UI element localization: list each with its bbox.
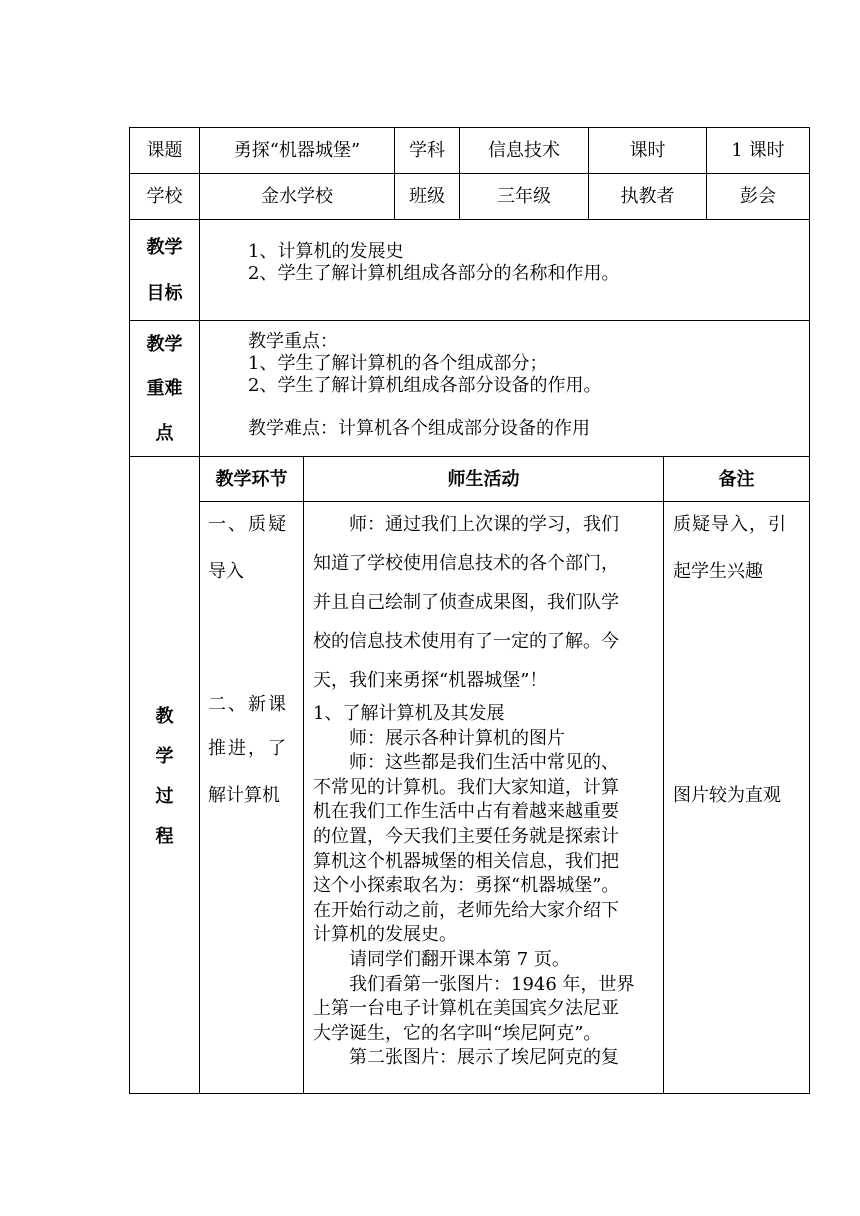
stage2-line2 (208, 738, 288, 760)
rule-process-col2 (303, 456, 304, 1094)
activity-intro (313, 505, 619, 700)
keypoints-label-line2: 重难 (146, 378, 183, 399)
keypoint-item: 2、学生了解计算机组成各部分设备的作用。 (248, 375, 602, 396)
teacher-label: 执教者 (620, 186, 675, 207)
rule-row4 (129, 456, 810, 457)
stage1-line2: 导入 (208, 561, 244, 582)
keypoints-heading: 教学重点： (248, 331, 338, 352)
activity-line: 算机这个机器城堡的相关信息，我们把 (313, 850, 619, 872)
goal-item: 1、计算机的发展史 (248, 241, 404, 262)
hours-label: 课时 (629, 140, 666, 161)
rule-row2 (129, 219, 810, 220)
activity-line: 计算机的发展史。 (313, 924, 457, 946)
topic-value: 勇探“机器城堡” (233, 140, 361, 161)
activity-line: 的位置，今天我们主要任务就是探索计 (313, 825, 619, 847)
activity-line: 我们看第一张图片：1946 年，世界 (313, 973, 635, 995)
keypoints-list (248, 331, 601, 397)
rule-bottom (129, 1093, 810, 1094)
activity-line: 这个小探索取名为：勇探“机器城堡”。 (313, 875, 620, 897)
keypoint-item: 1、学生了解计算机的各个组成部分； (248, 353, 548, 374)
goals-label-line2: 目标 (146, 283, 183, 304)
rule-row3 (129, 320, 810, 321)
subject-value: 信息技术 (488, 140, 560, 161)
column-header-activity: 师生活动 (447, 469, 520, 490)
goals-label-line1: 教学 (146, 237, 183, 258)
column-header-notes: 备注 (718, 469, 755, 490)
activity-line: 请同学们翻开课本第 7 页。 (313, 948, 570, 970)
activity-line: 校的信息技术使用有了一定的了解。今 (313, 631, 619, 652)
stage2-text: 二、新课 (208, 694, 288, 715)
stage1-text: 一、质疑 (208, 514, 288, 535)
note1-text: 质疑导入，引 (673, 514, 787, 535)
activity-development (313, 702, 635, 1071)
process-label-char: 过 (155, 786, 174, 807)
activity-line: 并且自己绘制了侦查成果图，我们队学 (313, 592, 619, 613)
rule-top (129, 127, 810, 128)
goal-item: 2、学生了解计算机组成各部分的名称和作用。 (248, 263, 620, 284)
activity-line: 第二张图片：展示了埃尼阿克的复 (313, 1047, 619, 1069)
activity-line: 师：通过我们上次课的学习，我们 (313, 514, 619, 535)
activity-line: 不常见的计算机。我们大家知道，计算 (313, 776, 619, 798)
difficulty-text: 教学难点：计算机各个组成部分设备的作用 (248, 418, 590, 439)
activity-line: 大学诞生，它的名字叫“埃尼阿克”。 (313, 1022, 602, 1044)
activity-line: 知道了学校使用信息技术的各个部门， (313, 553, 619, 574)
stage2-text2: 推进，了 (208, 738, 288, 759)
keypoints-label-line1: 教学 (146, 334, 183, 355)
school-label: 学校 (146, 186, 183, 207)
rule-col1 (199, 127, 200, 1094)
process-label-char: 教 (155, 706, 174, 727)
class-label: 班级 (409, 186, 445, 207)
class-value: 三年级 (497, 186, 551, 207)
rule-left (129, 127, 130, 1094)
topic-label: 课题 (146, 140, 183, 161)
teacher-value: 彭会 (740, 186, 776, 207)
process-label-char: 学 (155, 746, 174, 767)
rule-process-col3 (663, 456, 664, 1094)
subject-label: 学科 (409, 140, 445, 161)
activity-line: 在开始行动之前，老师先给大家介绍下 (313, 899, 619, 921)
activity-line: 天，我们来勇探“机器城堡”！ (313, 670, 548, 691)
activity-line: 机在我们工作生活中占有着越来越重要 (313, 801, 619, 823)
column-header-stage: 教学环节 (215, 469, 288, 490)
process-label-char: 程 (155, 826, 174, 847)
activity-line: 1、了解计算机及其发展 (313, 703, 505, 724)
activity-line: 师：这些都是我们生活中常见的、 (313, 752, 619, 774)
rule-row1 (129, 173, 810, 174)
note1-line1 (673, 514, 787, 536)
goals-list (248, 241, 619, 285)
activity-line: 上第一台电子计算机在美国宾夕法尼亚 (313, 998, 619, 1020)
note2: 图片较为直观 (673, 785, 781, 806)
school-value: 金水学校 (261, 186, 333, 207)
keypoints-label-line3: 点 (155, 423, 174, 444)
stage2-line3: 解计算机 (208, 785, 280, 806)
stage2-line1 (208, 694, 288, 716)
rule-right (809, 127, 810, 1094)
stage1-line1 (208, 514, 288, 536)
rule-subheader (199, 501, 810, 502)
note1-line2: 起学生兴趣 (673, 561, 763, 582)
activity-line: 师：展示各种计算机的图片 (313, 727, 565, 749)
hours-value: 1 课时 (731, 140, 785, 161)
